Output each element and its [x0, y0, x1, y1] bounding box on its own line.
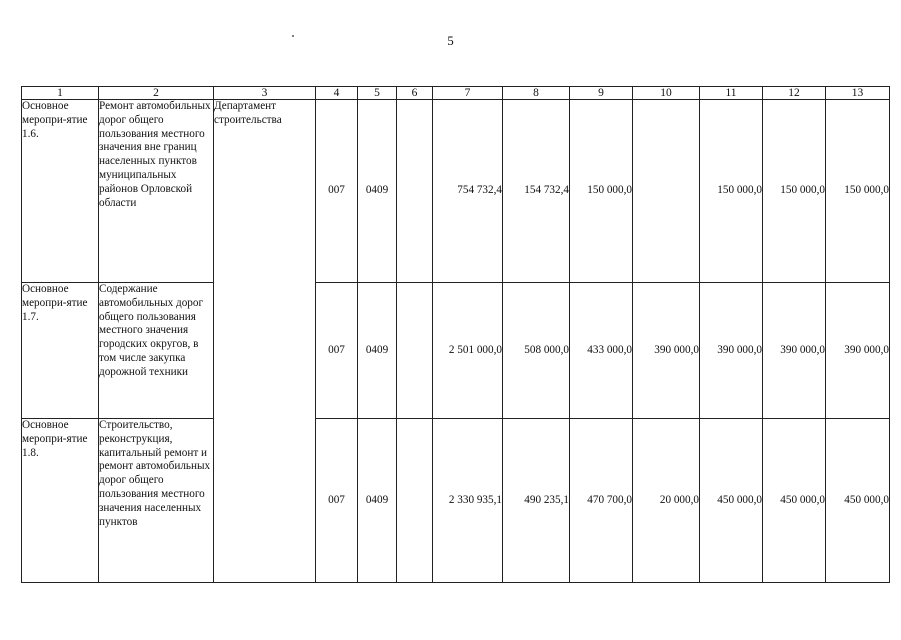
event-cell: Основное меропри-ятие 1.8.: [22, 419, 99, 583]
value-cell: 2 330 935,1: [433, 419, 503, 583]
scan-speck: [292, 35, 294, 37]
value-cell: [633, 100, 700, 283]
column-header: 5: [358, 87, 397, 100]
value-cell: 470 700,0: [570, 419, 633, 583]
column-header: 7: [433, 87, 503, 100]
column-header: 4: [316, 87, 358, 100]
column-header: 13: [826, 87, 890, 100]
value-cell: 154 732,4: [503, 100, 570, 283]
value-cell: 150 000,0: [570, 100, 633, 283]
value-cell: [397, 419, 433, 583]
value-cell: 20 000,0: [633, 419, 700, 583]
value-cell: 2 501 000,0: [433, 283, 503, 419]
column-header: 8: [503, 87, 570, 100]
value-cell: 450 000,0: [763, 419, 826, 583]
value-cell: 150 000,0: [826, 100, 890, 283]
value-cell: 450 000,0: [826, 419, 890, 583]
event-cell: Основное меропри-ятие 1.6.: [22, 100, 99, 283]
value-cell: 390 000,0: [763, 283, 826, 419]
value-cell: 450 000,0: [700, 419, 763, 583]
value-cell: 508 000,0: [503, 283, 570, 419]
value-cell: 390 000,0: [826, 283, 890, 419]
value-cell: [397, 283, 433, 419]
value-cell: 007: [316, 283, 358, 419]
column-header: 9: [570, 87, 633, 100]
value-cell: [397, 100, 433, 283]
value-cell: 390 000,0: [700, 283, 763, 419]
description-cell: Содержание автомобильных дорог общего пользования местного значения городских округов, в том числе закупка дорожной техники: [99, 283, 214, 419]
value-cell: 490 235,1: [503, 419, 570, 583]
column-header: 12: [763, 87, 826, 100]
table-row: [22, 283, 890, 419]
value-cell: 433 000,0: [570, 283, 633, 419]
table-row: [22, 100, 890, 283]
value-cell: 390 000,0: [633, 283, 700, 419]
column-header: 10: [633, 87, 700, 100]
value-cell: 754 732,4: [433, 100, 503, 283]
page-number: 5: [447, 33, 454, 48]
description-cell: Ремонт автомобильных дорог общего пользования местного значения вне границ населенных пунктов муниципальных районов Орловской области: [99, 100, 214, 283]
header-row: [22, 87, 890, 100]
description-cell: Строительство, реконструкция, капитальный ремонт и ремонт автомобильных дорог общего пользования местного значения населенных пунктов: [99, 419, 214, 583]
value-cell: 0409: [358, 419, 397, 583]
value-cell: 0409: [358, 283, 397, 419]
event-cell: Основное меропри-ятие 1.7.: [22, 283, 99, 419]
column-header: 2: [99, 87, 214, 100]
value-cell: 0409: [358, 100, 397, 283]
value-cell: 150 000,0: [700, 100, 763, 283]
program-table: [21, 86, 890, 583]
column-header: 1: [22, 87, 99, 100]
department-cell: Департамент строительства: [214, 100, 316, 583]
value-cell: 007: [316, 100, 358, 283]
table-row: [22, 419, 890, 583]
column-header: 11: [700, 87, 763, 100]
value-cell: 007: [316, 419, 358, 583]
column-header: 3: [214, 87, 316, 100]
column-header: 6: [397, 87, 433, 100]
value-cell: 150 000,0: [763, 100, 826, 283]
